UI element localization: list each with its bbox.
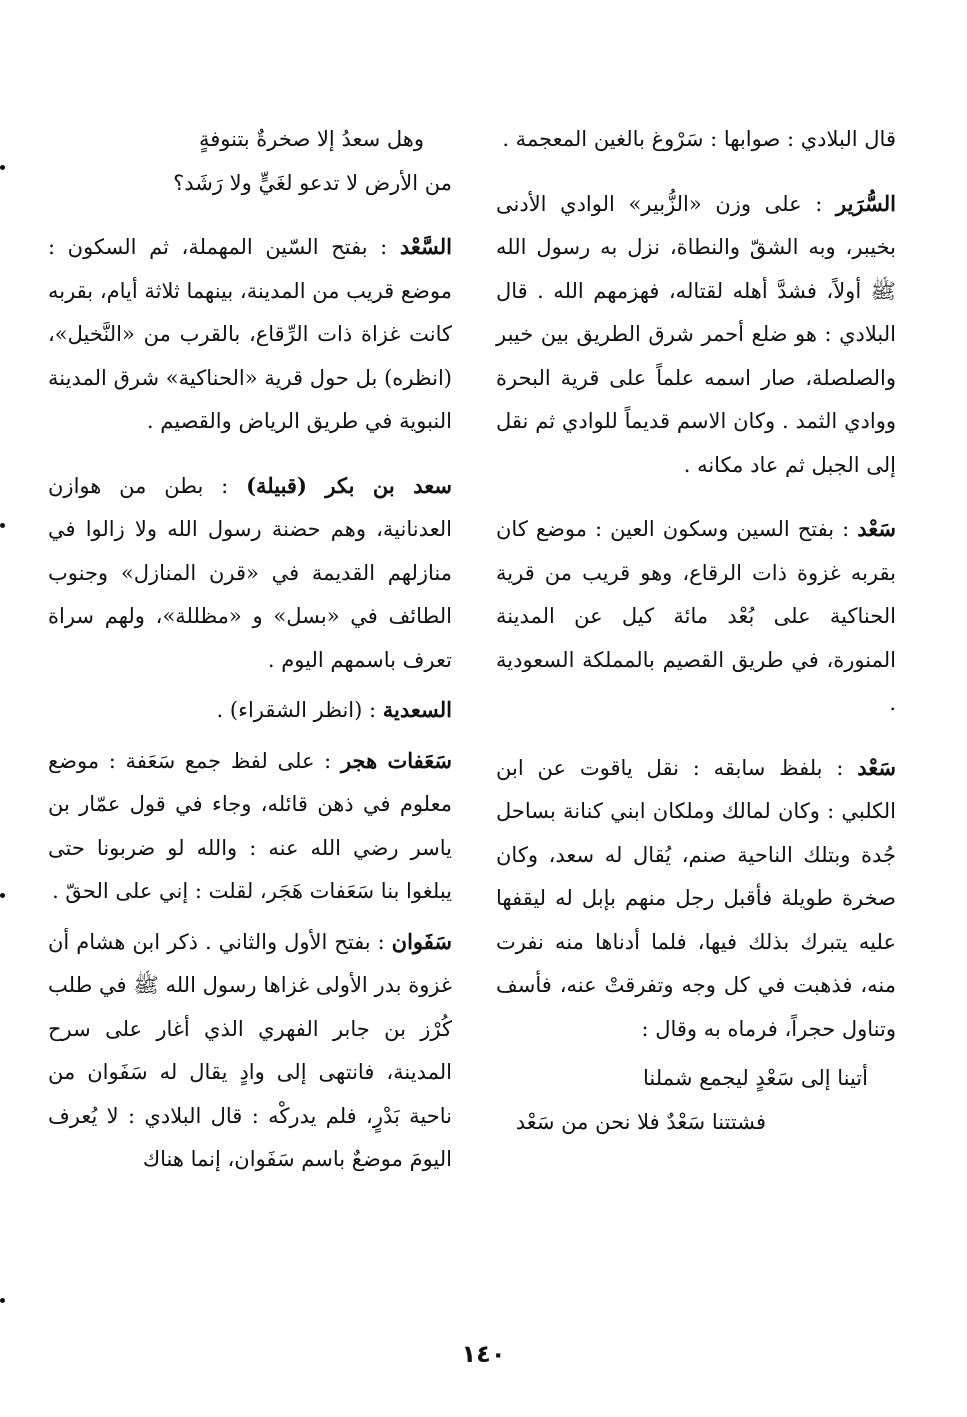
entry-saad-1 xyxy=(496,507,896,726)
poem-verse: وهل سعدُ إلا صخرةٌ بتنوفةٍ xyxy=(198,127,424,151)
entry-heading: سَعْد xyxy=(857,754,896,780)
poem-verse: من الأرض لا تدعو لغَيٍّ ولا رَشَد؟ xyxy=(173,170,452,195)
entry-saad-2 xyxy=(496,746,896,1052)
entry-heading: سَفَوان xyxy=(391,928,452,954)
entry-heading: السعدية xyxy=(382,697,452,722)
entry-body: : بفتح السّين المهملة، ثم السكون : موضع قريب من المدينة، بينهما ثلاثة أيام، بقربه كانت غزاة ذات الرِّقاع، بالقرب من «النَّخيل»، (انظره) بل حول قرية «الحناكية» شرق المدينة النبوية في طريق الرياض والقصيم . xyxy=(47,235,452,433)
entry-body: : بلفظ سابقه : نقل ياقوت عن ابن الكلبي : وكان لمالك وملكان ابني كنانة بساحل جُدة وبتلك الناحية صنم، يُقال له سعد، وكان صخرة طويلة فأقبل رجل منهم بإبل له ليقفها عليه يتبرك بذلك فيها، فلما أدناها منه نفرت منه، فذهبت في كل وجه وتفرقتْ عنه، فأسف وتناول حجراً، فرماه به وقال : xyxy=(496,755,896,1041)
entry-body: : بفتح الأول والثاني . ذكر ابن هشام أن غزوة بدر الأولى غزاها رسول الله ﷺ في طلب كُرْز بن جابر الفهري الذي أغار على سرح المدينة، فانتهى إلى وادٍ يقال له سَفَوان من ناحية بَدْرٍ، فلم يدركْه : قال البلادي : لا يُعرف اليومَ موضعٌ باسم سَفَوان، إنما هناك xyxy=(48,929,452,1171)
entry-body: : على لفظ جمع سَعَفة : موضع معلوم في ذهن قائله، وجاء في قول عمّار بن ياسر رضي الله عنه : والله لو ضربونا حتى يبلغوا بنا سَعَفات هَجَر، لقلت : إني على الحقّ . xyxy=(48,748,452,903)
entry-heading: سعد بن بكر (قبيلة) xyxy=(246,472,452,498)
entry-body: : بفتح السين وسكون العين : موضع كان بقربه غزوة ذات الرقاع، وهو قريب من قرية الحناكية على بُعْد مائة كيل عن المدينة المنورة، في طريق القصيم بالمملكة السعودية . xyxy=(496,517,896,715)
entry-alsaadiya xyxy=(48,688,452,733)
poem-verse: أتينا إلى سَعْدٍ ليجمع شملنا xyxy=(643,1066,868,1090)
poem-verse: فشتتنا سَعْدٌ فلا نحن من سَعْد xyxy=(515,1109,766,1134)
page-number: ١٤٠ xyxy=(461,1340,506,1368)
entry-body: : (انظر الشقراء) . xyxy=(216,698,377,722)
entry-heading: السَّعْد xyxy=(399,234,452,259)
entry-heading: سَعْد xyxy=(857,516,896,541)
entry-alsaad xyxy=(48,225,452,444)
margin-dot xyxy=(0,165,5,170)
entry-body: : على وزن «الزُّبير» الوادي الأدنى بخيبر، وبه الشقّ والنطاة، نزل به رسول الله ﷺ أولاً، فشدَّ أهله لقتاله، فهزمهم الله . قال البلادي : هو ضلع أحمر شرق الطريق بين خيبر والصلصلة، صار اسمه علماً على قرية البحرة ووادي الثمد . وكان الاسم قديماً للوادي ثم نقل إلى الجبل ثم عاد مكانه . xyxy=(496,191,896,477)
entry-heading: السُّرَير xyxy=(835,190,896,216)
margin-dot xyxy=(0,1298,5,1303)
margin-dot xyxy=(0,893,5,898)
left-column xyxy=(48,118,452,1202)
right-column xyxy=(496,118,896,1144)
entry-alsurayr xyxy=(496,182,896,488)
entry-body: : بطن من هوازن العدنانية، وهم حضنة رسول الله ولا زالوا في منازلهم القديمة في «قرن المنازل» وجنوب الطائف في «بسل» و «مظللة»، ولهم سراة تعرف باسمهم اليوم . xyxy=(48,473,452,672)
entry-paragraph xyxy=(496,118,896,162)
paragraph-text: قال البلادي : صوابها : سَرْوغ بالغين المعجمة . xyxy=(502,127,896,151)
margin-dot xyxy=(0,523,5,528)
entry-heading: سَعَفات هجر xyxy=(340,747,453,773)
entry-safawan xyxy=(48,920,452,1182)
entry-saad-bin-bakr xyxy=(48,464,452,683)
entry-saafat-hajar xyxy=(48,739,452,914)
